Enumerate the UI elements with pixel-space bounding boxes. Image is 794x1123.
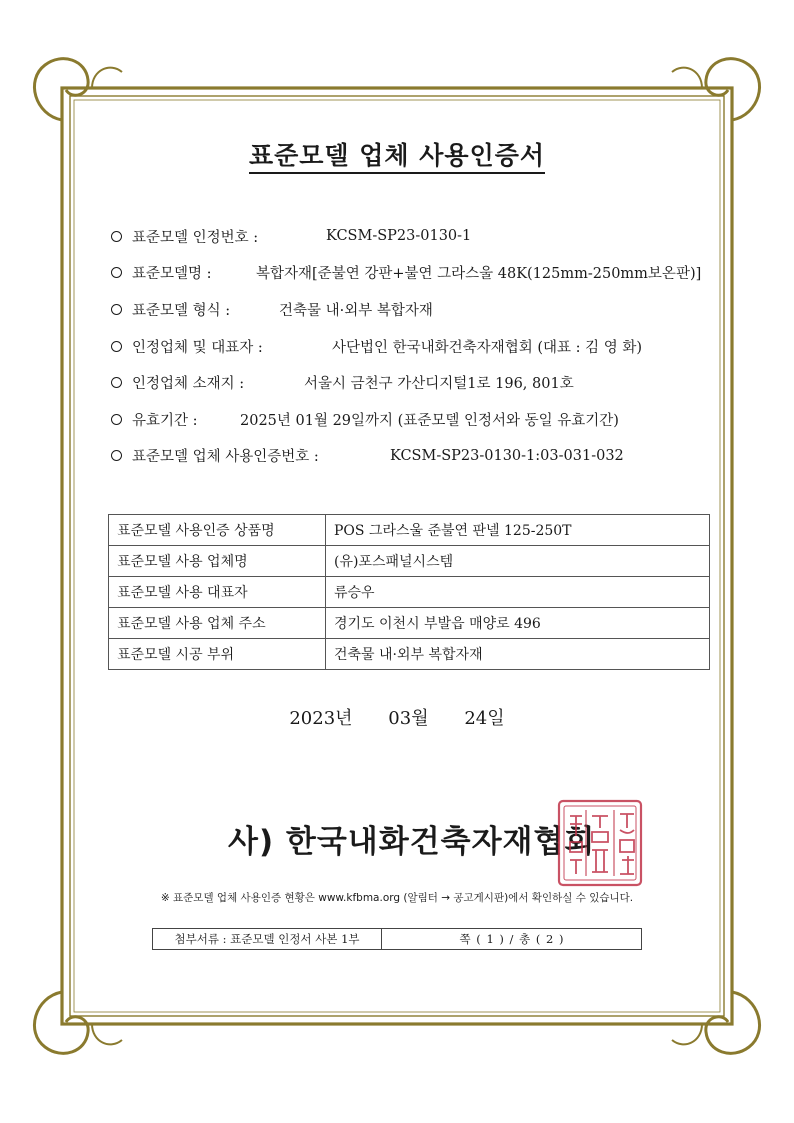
info-label: 인정업체 소재지 : [132,376,245,393]
info-value: 복합자재[준불연 강판+불연 그라스울 48K(125mm-250mm보온판)] [256,266,702,283]
info-label: 유효기간 : [132,412,198,429]
table-row [109,515,710,546]
circle-bullet-icon [111,450,122,461]
table-key: 표준모델 사용 업체 주소 [109,608,326,639]
info-line-usage-number [108,438,708,475]
info-label: 표준모델 업체 사용인증번호 : [132,449,319,466]
info-label: 표준모델명 : [132,266,212,283]
table-key: 표준모델 사용인증 상품명 [109,515,326,546]
date-day: 24일 [464,708,505,729]
info-label: 표준모델 형식 : [132,302,231,319]
info-line-model-type [108,291,708,328]
issue-date [0,704,794,730]
info-value: KCSM-SP23-0130-1 [326,228,472,245]
table-key: 표준모델 사용 대표자 [109,577,326,608]
info-value: 사단법인 한국내화건축자재협회 (대표 : 김 영 화) [332,339,642,356]
table-row [109,546,710,577]
circle-bullet-icon [111,267,122,278]
info-value: 건축물 내·외부 복합자재 [279,302,433,319]
info-label: 인정업체 및 대표자 : [132,339,263,356]
certificate-title-text: 표준모델 업체 사용인증서 [249,141,545,174]
date-year: 2023년 [289,708,353,729]
notice-text: ※ 표준모델 업체 사용인증 현황은 www.kfbma.org (알림터 → 공고게시판)에서 확인하실 수 있습니다. [160,892,634,904]
table-value: 건축물 내·외부 복합자재 [326,639,710,670]
info-line-model-number [108,218,708,255]
circle-bullet-icon [111,414,122,425]
info-line-certifier [108,328,708,365]
circle-bullet-icon [111,304,122,315]
circle-bullet-icon [111,377,122,388]
table-value: (유)포스패널시스템 [326,546,710,577]
table-key: 표준모델 사용 업체명 [109,546,326,577]
circle-bullet-icon [111,341,122,352]
info-value: 2025년 01월 29일까지 (표준모델 인정서와 동일 유효기간) [240,412,619,429]
table-row [109,639,710,670]
info-label: 표준모델 인정번호 : [132,229,259,246]
certificate-title [0,136,794,172]
footer-box [152,928,642,950]
table-key: 표준모델 시공 부위 [109,639,326,670]
info-value: KCSM-SP23-0130-1:03-031-032 [390,447,624,464]
info-list [108,218,708,474]
table-value: 류승우 [326,577,710,608]
info-line-validity [108,401,708,438]
info-line-address [108,364,708,401]
info-line-model-name [108,255,708,292]
table-row [109,577,710,608]
circle-bullet-icon [111,231,122,242]
table-row [109,608,710,639]
info-value: 서울시 금천구 가산디지털1로 196, 801호 [304,376,574,393]
product-table [108,514,710,670]
date-month: 03월 [388,708,429,729]
official-seal-icon [556,798,644,888]
attachment-note: 첨부서류 : 표준모델 인정서 사본 1부 [153,929,382,949]
issuer-name: 사) 한국내화건축자재협회 [228,824,596,860]
page-indicator: 쪽 ( 1 ) / 총 ( 2 ) [459,932,564,946]
table-value: 경기도 이천시 부발읍 매양로 496 [326,608,710,639]
table-value: POS 그라스울 준불연 판넬 125-250T [326,515,710,546]
